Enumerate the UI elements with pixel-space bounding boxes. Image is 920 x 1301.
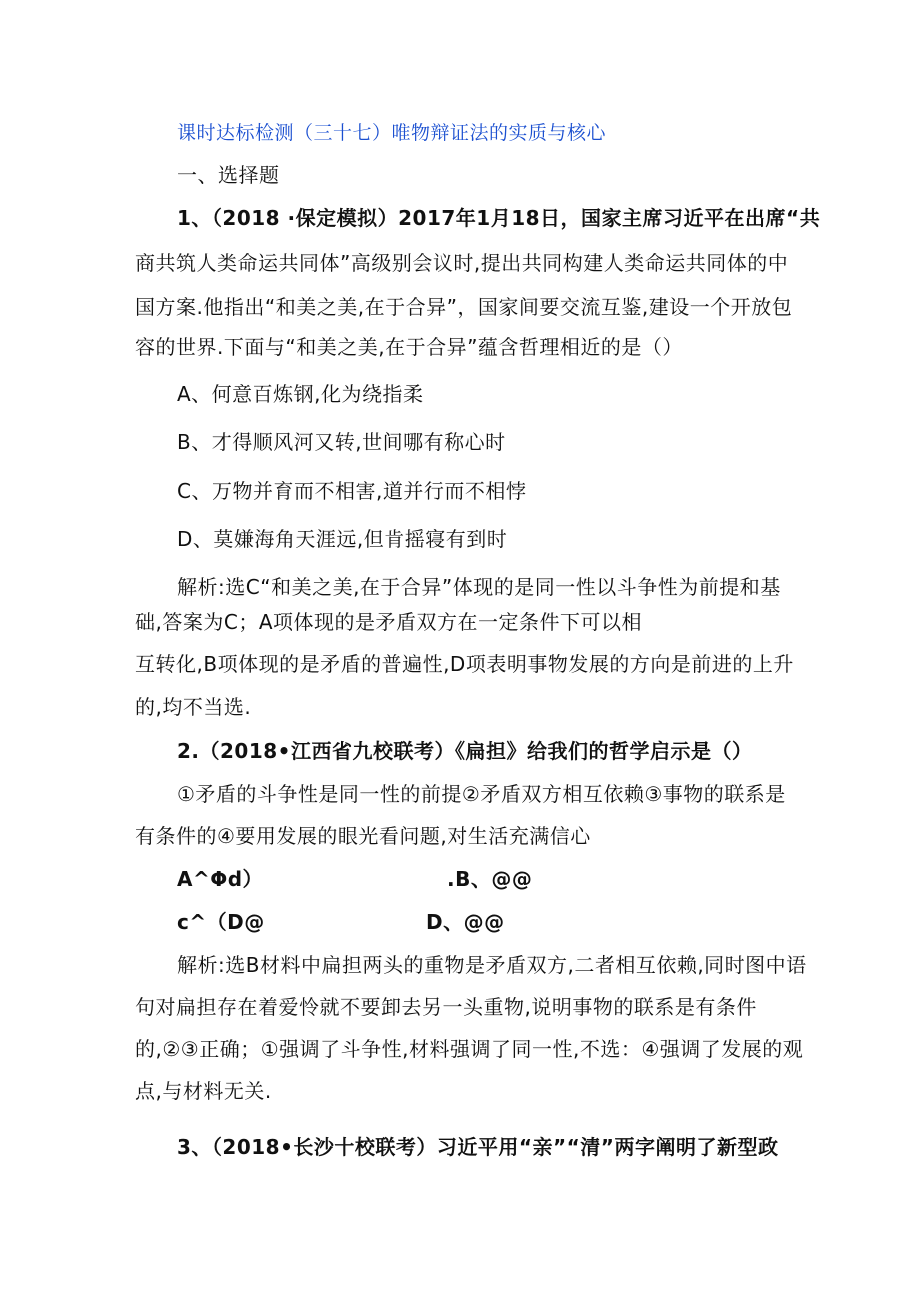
q1-option-d: D、莫嫌海角天涯远,但肯摇寝有到时 — [177, 527, 508, 551]
q2-option-c: c^（D@ — [177, 910, 265, 934]
section-heading: 一、选择题 — [177, 163, 280, 187]
q1-analysis-line-4: 的,均不当选. — [135, 695, 252, 719]
q2-option-d: D、@@ — [426, 910, 505, 934]
q1-line-4: 容的世界.下面与“和美之美,在于合异”蕴含哲理相近的是（） — [135, 335, 683, 359]
q2-analysis-line-3: 的,②③正确；①强调了斗争性,材料强调了同一性,不选：④强调了发展的观 — [135, 1037, 804, 1061]
q1-line-1: 1、（2018 ·保定模拟）2017年1月18日，国家主席习近平在出席“共 — [177, 206, 821, 230]
q2-line-2: ①矛盾的斗争性是同一性的前提②矛盾双方相互依赖③事物的联系是 — [177, 782, 786, 806]
document-title: 课时达标检测（三十七）唯物辩证法的实质与核心 — [177, 122, 607, 144]
q2-option-b: .B、@@ — [447, 867, 533, 891]
q2-analysis-line-2: 句对扁担存在着爱怜就不要卸去另一头重物,说明事物的联系是有条件 — [135, 995, 757, 1019]
q2-line-1: 2.（2018•江西省九校联考）《扁担》给我们的哲学启示是（） — [177, 739, 753, 763]
q1-line-2: 商共筑人类命运共同体”高级别会议时,提出共同构建人类命运共同体的中 — [135, 251, 789, 275]
q3-line-1: 3、（2018•长沙十校联考）习近平用“亲”“清”两字阐明了新型政 — [177, 1135, 779, 1159]
q2-line-3: 有条件的④要用发展的眼光看问题,对生活充满信心 — [135, 824, 591, 848]
q1-line-3: 国方案.他指出“和美之美,在于合异”，国家间要交流互鉴,建设一个开放包 — [135, 295, 793, 319]
q1-analysis-line-3: 互转化,B项体现的是矛盾的普遍性,D项表明事物发展的方向是前进的上升 — [135, 652, 794, 676]
q1-analysis-line-1: 解析:选C“和美之美,在于合异”体现的是同一性以斗争性为前提和基 — [177, 575, 781, 599]
q1-option-a: A、何意百炼钢,化为绕指柔 — [177, 382, 424, 406]
q2-analysis-line-4: 点,与材料无关. — [135, 1079, 272, 1103]
q2-option-a: A^Φd） — [177, 867, 264, 891]
q2-analysis-line-1: 解析:选B材料中扁担两头的重物是矛盾双方,二者相互依赖,同时图中语 — [177, 953, 807, 977]
q1-option-c: C、万物并育而不相害,道并行而不相悖 — [177, 479, 527, 503]
q1-analysis-line-2: 础,答案为C；A项体现的是矛盾双方在一定条件下可以相 — [135, 610, 643, 634]
q1-option-b: B、才得顺风河又转,世间哪有称心时 — [177, 430, 506, 454]
